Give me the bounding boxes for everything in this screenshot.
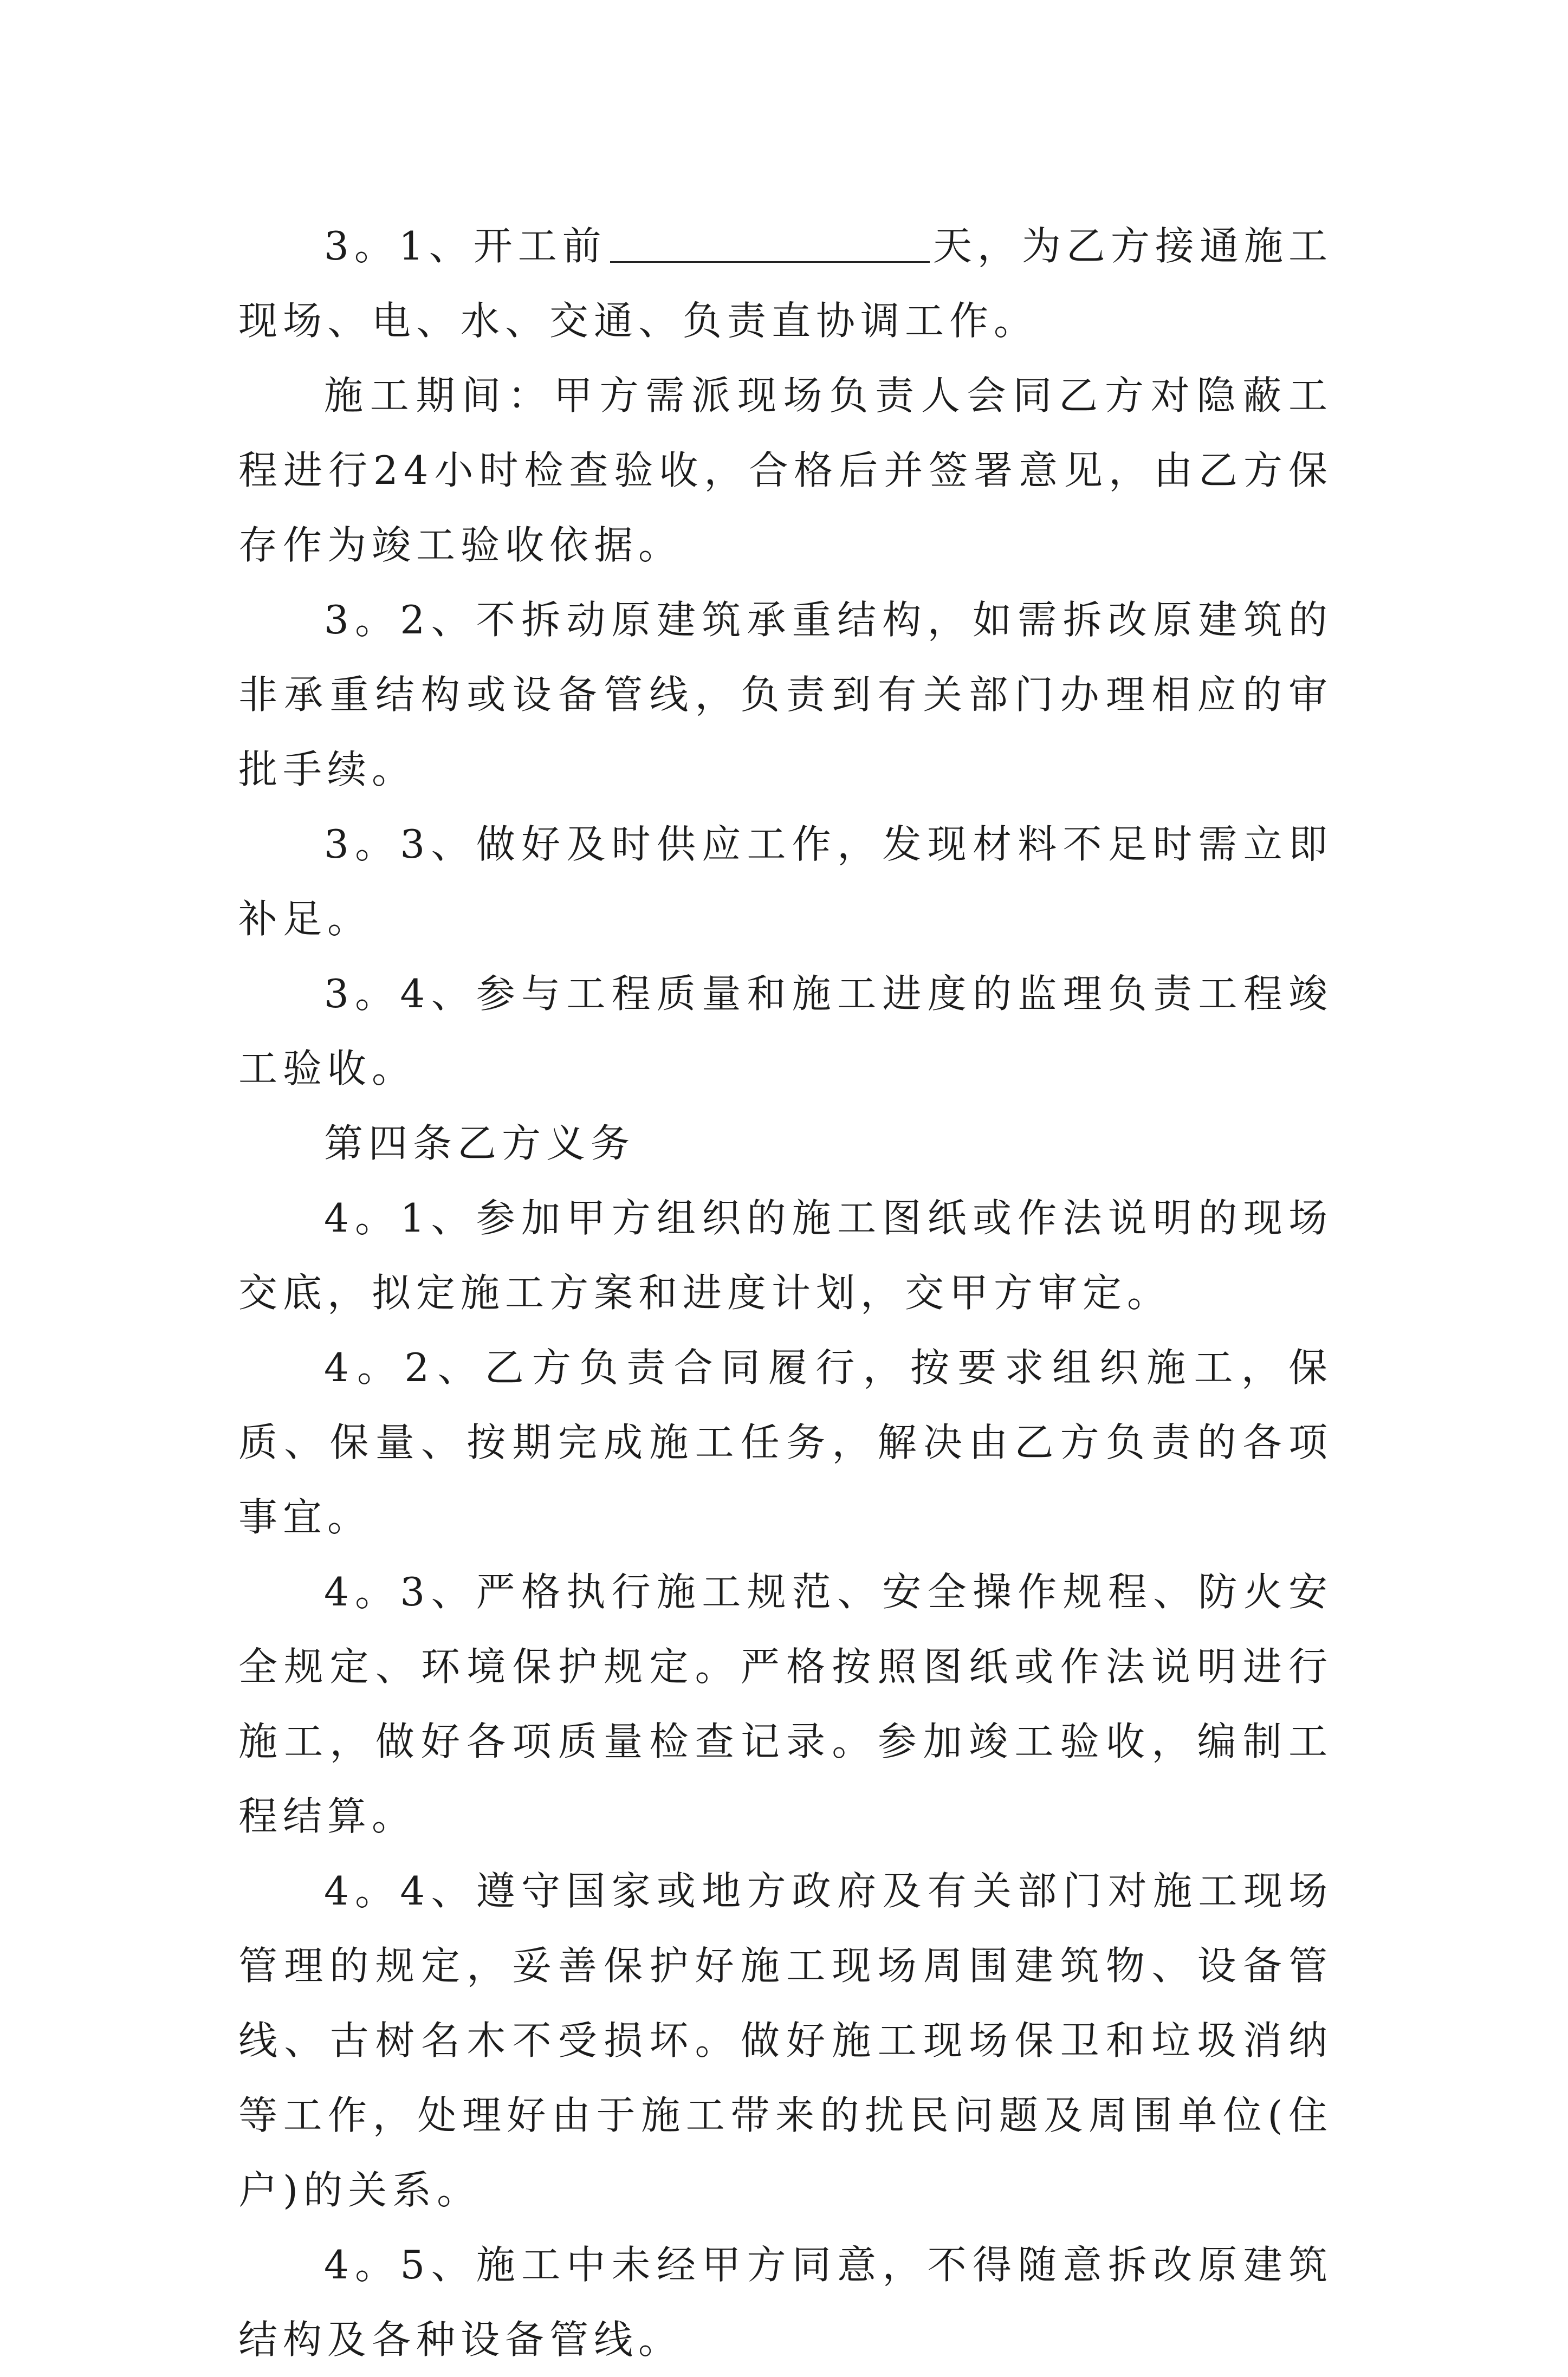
document-body xyxy=(238,209,1333,2377)
article-4-heading: 第四条乙方义务 xyxy=(324,1121,636,1166)
construction-period-paragraph: 施工期间：甲方需派现场负责人会同乙方对隐蔽工程进行24小时检查验收，合格后并签署意见，由乙方保存作为竣工验收依据。 xyxy=(238,373,1333,568)
clause-3-1-lead: 3。1、开工前 xyxy=(324,223,607,269)
clause-4-3: 4。3、严格执行施工规范、安全操作规程、防火安全规定、环境保护规定。严格按照图纸或作法说明进行施工，做好各项质量检查记录。参加竣工验收，编制工程结算。 xyxy=(238,1569,1333,1839)
fill-in-blank-days xyxy=(610,222,930,263)
clause-3-2: 3。2、不拆动原建筑承重结构，如需拆改原建筑的非承重结构或设备管线，负责到有关部门办理相应的审批手续。 xyxy=(238,597,1333,792)
clause-3-3: 3。3、做好及时供应工作，发现材料不足时需立即补足。 xyxy=(238,821,1333,942)
clause-4-4: 4。4、遵守国家或地方政府及有关部门对施工现场管理的规定，妥善保护好施工现场周围建筑物、设备管线、古树名木不受损坏。做好施工现场保卫和垃圾消纳等工作，处理好由于施工带来的扰民问题及周围单位(住户)的关系。 xyxy=(238,1868,1333,2213)
clause-3-4: 3。4、参与工程质量和施工进度的监理负责工程竣工验收。 xyxy=(238,971,1333,1091)
clause-4-5: 4。5、施工中未经甲方同意，不得随意拆改原建筑结构及各种设备管线。 xyxy=(238,2242,1333,2362)
clause-4-2: 4。2、乙方负责合同履行，按要求组织施工，保质、保量、按期完成施工任务，解决由乙方负责的各项事宜。 xyxy=(238,1345,1333,1540)
clause-3-1-tail: 天，为乙方接通施工现场、电、水、交通、负责直协调工作。 xyxy=(238,223,1333,344)
clause-3-1 xyxy=(238,209,1333,358)
clause-4-1: 4。1、参加甲方组织的施工图纸或作法说明的现场交底，拟定施工方案和进度计划，交甲方审定。 xyxy=(238,1195,1333,1316)
